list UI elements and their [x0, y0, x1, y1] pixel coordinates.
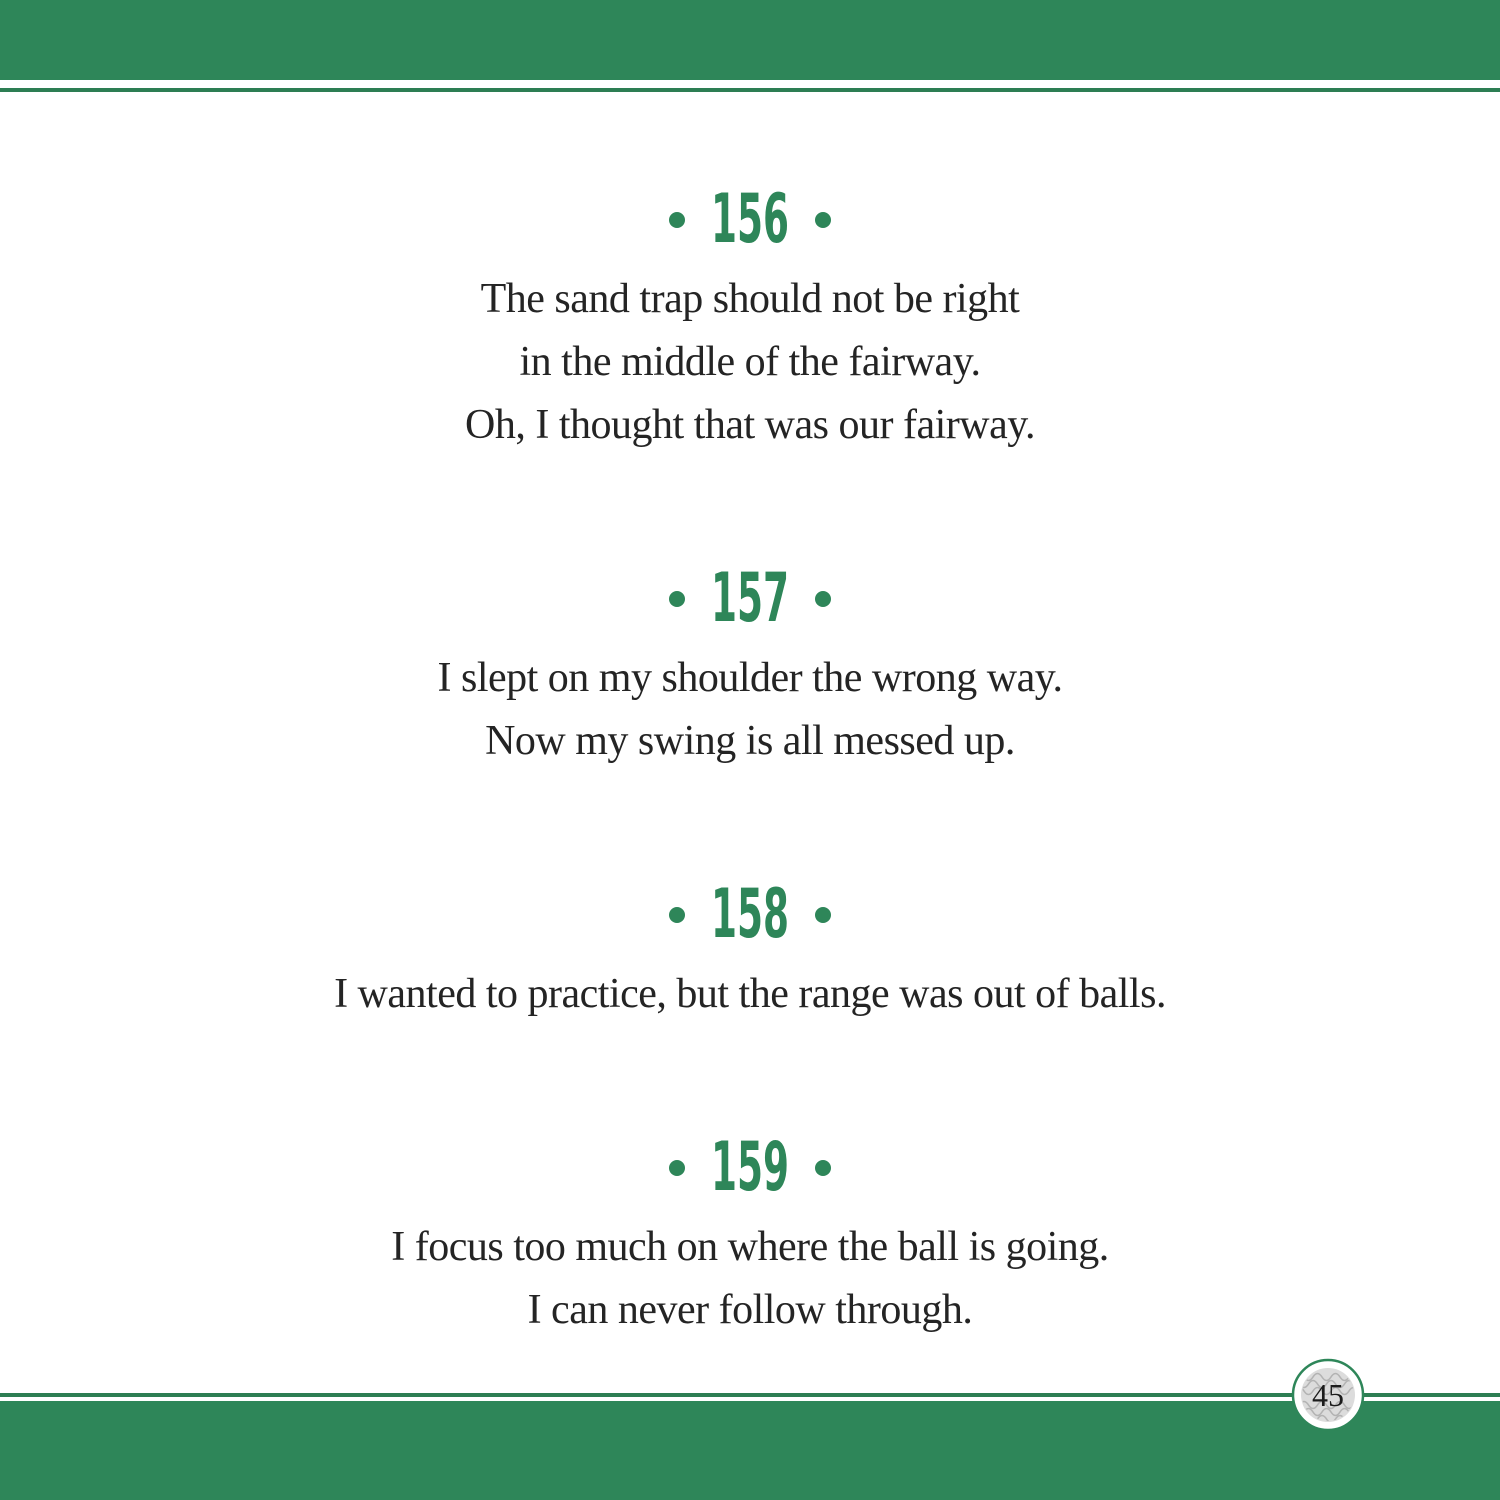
- bullet-dot-left: [669, 591, 685, 607]
- quote-line: Oh, I thought that was our fairway.: [465, 402, 1035, 448]
- bullet-dot-right: [815, 907, 831, 923]
- quote-line: I can never follow through.: [527, 1287, 973, 1333]
- quote-number: 157: [710, 559, 790, 638]
- quote-line: The sand trap should not be right: [480, 276, 1020, 322]
- quote-number-heading: [60, 875, 1440, 954]
- bullet-dot-right: [815, 212, 831, 228]
- quote-number-heading: [60, 180, 1440, 259]
- quote-number: 158: [710, 875, 790, 954]
- bottom-green-bar: [0, 1401, 1500, 1500]
- quote-entry-156: [60, 180, 1440, 457]
- page-number: 45: [1312, 1377, 1344, 1413]
- bottom-thin-rule: [0, 1393, 1500, 1397]
- quote-number-heading: [60, 559, 1440, 638]
- quote-line: I wanted to practice, but the range was out of balls.: [334, 971, 1166, 1017]
- golf-ball-icon: [1290, 1357, 1366, 1433]
- quote-line: I slept on my shoulder the wrong way.: [437, 655, 1063, 701]
- quotes-list: [0, 92, 1500, 1452]
- quote-line: I focus too much on where the ball is going.: [391, 1224, 1109, 1270]
- bullet-dot-right: [815, 1160, 831, 1176]
- quote-entry-157: [60, 559, 1440, 773]
- quote-line: Now my swing is all messed up.: [485, 718, 1015, 764]
- quote-entry-158: [60, 875, 1440, 1026]
- quote-number: 159: [710, 1128, 790, 1207]
- bullet-dot-left: [669, 1160, 685, 1176]
- quote-entry-159: [60, 1128, 1440, 1342]
- quote-number: 156: [710, 180, 790, 259]
- page-number-badge: [1290, 1357, 1366, 1433]
- quote-number-heading: [60, 1128, 1440, 1207]
- bullet-dot-left: [669, 907, 685, 923]
- top-green-bar: [0, 0, 1500, 80]
- quote-line: in the middle of the fairway.: [519, 339, 981, 385]
- bullet-dot-left: [669, 212, 685, 228]
- bullet-dot-right: [815, 591, 831, 607]
